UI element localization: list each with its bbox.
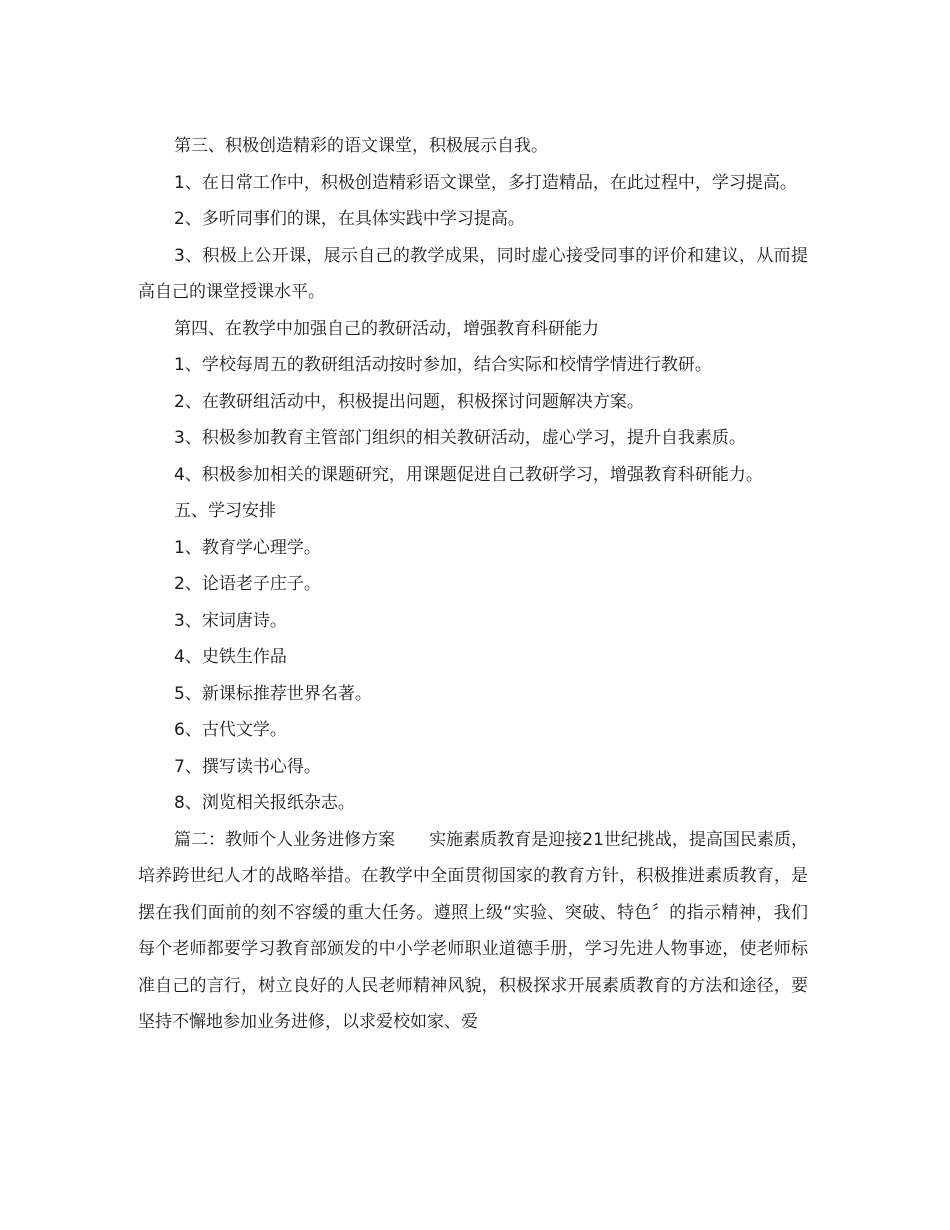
paragraph-16: 6、古代文学。 [174, 720, 287, 740]
paragraph-13: 3、宋词唐诗。 [174, 610, 287, 631]
paragraph-15: 5、新课标推荐世界名著。 [174, 683, 372, 704]
section-body: 实施素质教育是迎接21世纪挑战，提高国民素质，培养跨世纪人才的战略举措。在教学中全面贯彻国家的教育方针，积极推进素质教育，是摆在我们面前的刻不容缓的重大任务。遵照上级“实验、突破、特色〞的指示精神，我们每个老师都要学习教育部颁发的中小学老师职业道德手册，学习先进人物事迹，使老师标准自己的言行，树立良好的人民老师精神风貌，积极探求开展素质教育的方法和途径，要坚持不懈地参加业务进修，以求爱校如家、爱 [138, 829, 808, 1032]
paragraph-10: 五、学习安排 [174, 501, 276, 521]
paragraph-14: 4、史铁生作品 [174, 647, 287, 667]
paragraph-9: 4、积极参加相关的课题研究，用课题促进自己教研学习，增强教育科研能力。 [174, 464, 763, 485]
document-body [138, 128, 808, 1041]
paragraph-3: 2、多听同事们的课，在具体实践中学习提高。 [174, 209, 525, 229]
paragraph-17: 7、撰写读书心得。 [174, 756, 321, 777]
paragraph-5: 第四、在教学中加强自己的教研活动，增强教育科研能力 [174, 318, 599, 339]
paragraph-8: 3、积极参加教育主管部门组织的相关教研活动，虚心学习，提升自我素质。 [174, 428, 746, 448]
section-heading: 篇二：教师个人业务进修方案 [174, 829, 396, 850]
paragraph-4: 3、积极上公开课，展示自己的教学成果，同时虚心接受同事的评价和建议，从而提高自己的课堂授课水平。 [138, 245, 808, 302]
paragraph-7: 2、在教研组活动中，积极提出问题，积极探讨问题解决方案。 [174, 391, 644, 412]
paragraph-2: 1、在日常工作中，积极创造精彩语文课堂，多打造精品，在此过程中，学习提高。 [174, 172, 797, 193]
paragraph-18: 8、浏览相关报纸杂志。 [174, 793, 355, 813]
final-paragraph [138, 822, 808, 1041]
paragraph-11: 1、教育学心理学。 [174, 537, 321, 558]
paragraph-12: 2、论语老子庄子。 [174, 574, 321, 594]
paragraph-1: 第三、积极创造精彩的语文课堂，积极展示自我。 [174, 136, 548, 156]
paragraph-6: 1、学校每周五的教研组活动按时参加，结合实际和校情学情进行教研。 [174, 355, 712, 375]
